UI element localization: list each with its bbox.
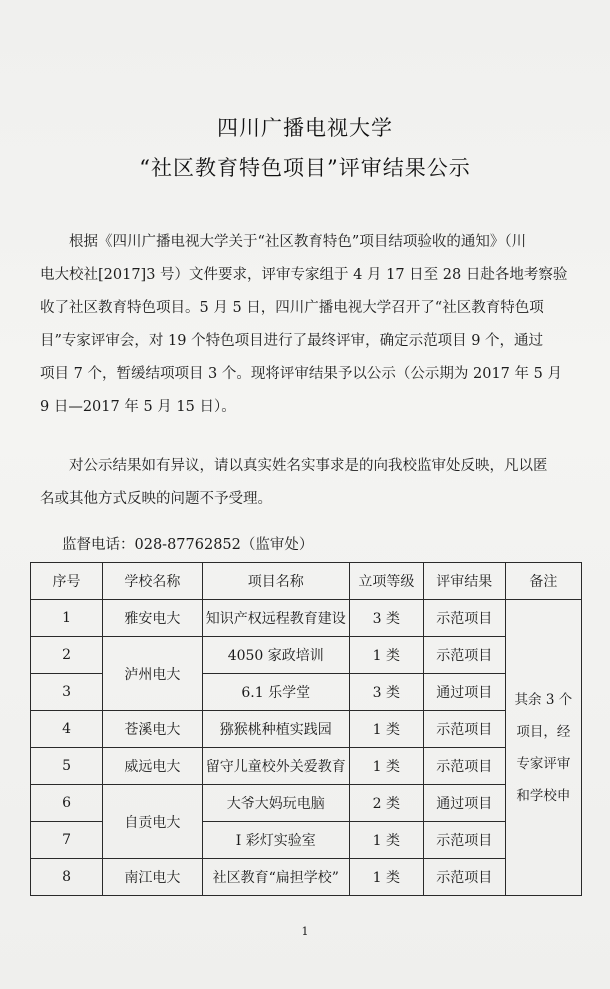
page-number: 1 bbox=[301, 925, 309, 938]
cell-result: 示范项目 bbox=[423, 859, 505, 896]
paragraph-line: 根据《四川广播电视大学关于“社区教育特色”项目结项验收的通知》（川 bbox=[69, 234, 527, 250]
cell-level: 1 类 bbox=[349, 748, 423, 785]
cell-seq: 1 bbox=[31, 600, 103, 637]
cell-note bbox=[505, 600, 581, 896]
cell-project: 6.1 乐学堂 bbox=[202, 674, 349, 711]
cell-result: 示范项目 bbox=[423, 637, 505, 674]
title-line-2: “社区教育特色项目”评审结果公示 bbox=[139, 156, 471, 180]
paragraph-line: 目”专家评审会，对 19 个特色项目进行了最终评审，确定示范项目 9 个，通过 bbox=[40, 333, 544, 349]
cell-school: 自贡电大 bbox=[103, 785, 203, 859]
cell-school: 威远电大 bbox=[103, 748, 203, 785]
cell-project: 留守儿童校外关爱教育 bbox=[202, 748, 349, 785]
cell-result: 示范项目 bbox=[423, 711, 505, 748]
paragraph-line: 对公示结果如有异议，请以真实姓名实事求是的向我校监审处反映，凡以匿 bbox=[69, 458, 548, 474]
cell-seq: 6 bbox=[31, 785, 103, 822]
table-row bbox=[31, 859, 582, 896]
cell-seq: 3 bbox=[31, 674, 103, 711]
header-seq: 序号 bbox=[31, 563, 103, 600]
cell-project: 知识产权远程教育建设 bbox=[202, 600, 349, 637]
supervision-phone: 监督电话：028-87762852（监审处） bbox=[62, 537, 314, 553]
cell-level: 1 类 bbox=[349, 637, 423, 674]
cell-result: 示范项目 bbox=[423, 822, 505, 859]
cell-level: 2 类 bbox=[349, 785, 423, 822]
table-row bbox=[31, 600, 582, 637]
paragraph-line: 名或其他方式反映的问题不予受理。 bbox=[40, 491, 272, 507]
cell-project: 社区教育“扁担学校” bbox=[202, 859, 349, 896]
paragraph-line: 电大校社[2017]3 号）文件要求，评审专家组于 4 月 17 日至 28 日赴各地考察验 bbox=[40, 267, 568, 283]
results-table bbox=[30, 562, 582, 896]
cell-result: 示范项目 bbox=[423, 748, 505, 785]
note-line: 专家评审 bbox=[516, 755, 571, 772]
note-line: 和学校申 bbox=[516, 787, 571, 804]
cell-school: 雅安电大 bbox=[103, 600, 203, 637]
cell-project: 猕猴桃种植实践园 bbox=[202, 711, 349, 748]
cell-seq: 2 bbox=[31, 637, 103, 674]
paragraph-line: 收了社区教育特色项目。5 月 5 日，四川广播电视大学召开了“社区教育特色项 bbox=[40, 300, 544, 316]
cell-level: 3 类 bbox=[349, 600, 423, 637]
cell-project: I 彩灯实验室 bbox=[202, 822, 349, 859]
table-row bbox=[31, 785, 582, 822]
cell-level: 1 类 bbox=[349, 711, 423, 748]
cell-level: 3 类 bbox=[349, 674, 423, 711]
cell-result: 通过项目 bbox=[423, 785, 505, 822]
header-result: 评审结果 bbox=[423, 563, 505, 600]
paragraph-announcement bbox=[40, 226, 580, 424]
cell-project: 大爷大妈玩电脑 bbox=[202, 785, 349, 822]
cell-result: 示范项目 bbox=[423, 600, 505, 637]
note-line: 其余 3 个 bbox=[514, 691, 573, 708]
cell-level: 1 类 bbox=[349, 822, 423, 859]
cell-seq: 5 bbox=[31, 748, 103, 785]
cell-school: 苍溪电大 bbox=[103, 711, 203, 748]
cell-level: 1 类 bbox=[349, 859, 423, 896]
header-level: 立项等级 bbox=[349, 563, 423, 600]
cell-school: 南江电大 bbox=[103, 859, 203, 896]
cell-seq: 8 bbox=[31, 859, 103, 896]
note-line: 项目，经 bbox=[516, 723, 571, 740]
cell-result: 通过项目 bbox=[423, 674, 505, 711]
table-row bbox=[31, 637, 582, 674]
header-note: 备注 bbox=[505, 563, 581, 600]
cell-seq: 4 bbox=[31, 711, 103, 748]
cell-project: 4050 家政培训 bbox=[202, 637, 349, 674]
paragraph-objection bbox=[40, 450, 580, 516]
paragraph-line: 项目 7 个，暂缓结项项目 3 个。现将评审结果予以公示（公示期为 2017 年 5 月 bbox=[40, 366, 562, 382]
paragraph-line: 9 日—2017 年 5 月 15 日）。 bbox=[40, 399, 236, 415]
table-header-row bbox=[31, 563, 582, 600]
table-row bbox=[31, 711, 582, 748]
title-line-1: 四川广播电视大学 bbox=[217, 116, 393, 140]
header-school: 学校名称 bbox=[103, 563, 203, 600]
header-project: 项目名称 bbox=[202, 563, 349, 600]
table-row bbox=[31, 748, 582, 785]
cell-school: 泸州电大 bbox=[103, 637, 203, 711]
cell-seq: 7 bbox=[31, 822, 103, 859]
